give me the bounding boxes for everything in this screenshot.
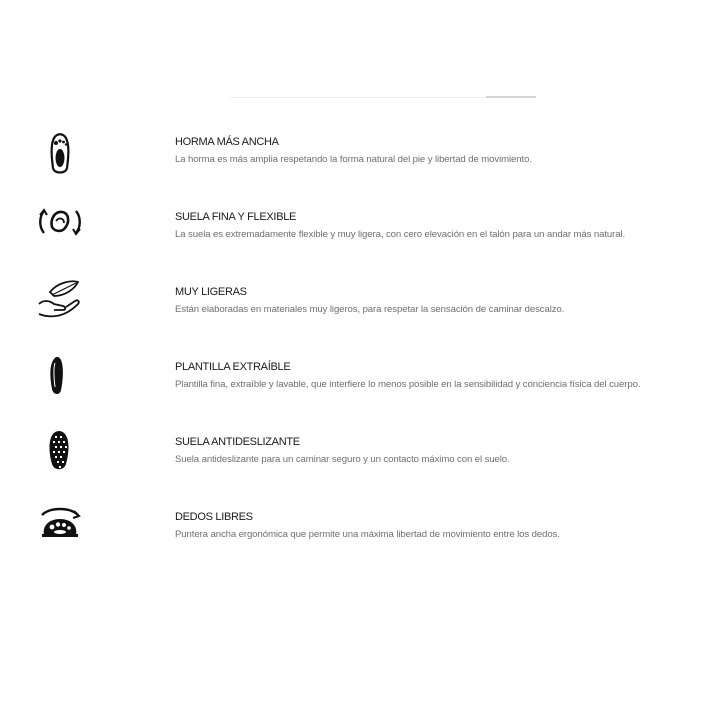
feature-title: SUELA FINA Y FLEXIBLE: [175, 211, 297, 223]
top-divider: [230, 97, 536, 98]
feature-item-non-slip: [0, 436, 720, 496]
feature-title: PLANTILLA EXTRAÍBLE: [175, 361, 291, 373]
feature-title: MUY LIGERAS: [175, 286, 247, 298]
feature-item-lightweight: [0, 286, 720, 346]
feather-hand-icon: [30, 274, 90, 334]
feature-description: Plantilla fina, extraíble y lavable, que interfiere lo menos posible en la sensibilidad y conciencia física del cuerpo.: [175, 379, 641, 390]
feature-description: Puntera ancha ergonómica que permite una máxima libertad de movimiento entre los dedos.: [175, 529, 560, 540]
divider-accent: [486, 96, 536, 98]
feature-item-removable-insole: [0, 361, 720, 421]
feature-description: La horma es más amplia respetando la forma natural del pie y libertad de movimiento.: [175, 154, 532, 165]
feature-title: SUELA ANTIDESLIZANTE: [175, 436, 300, 448]
feature-description: Están elaboradas en materiales muy ligeros, para respetar la sensación de caminar descalzo.: [175, 304, 565, 315]
feature-title: HORMA MÁS ANCHA: [175, 136, 279, 148]
feature-title: DEDOS LIBRES: [175, 511, 253, 523]
feature-description: Suela antideslizante para un caminar seguro y un contacto máximo con el suelo.: [175, 454, 510, 465]
feature-item-free-toes: [0, 511, 720, 571]
flexible-sole-icon: [30, 199, 90, 259]
feature-item-flexible-sole: [0, 211, 720, 271]
feature-description: La suela es extremadamente flexible y muy ligera, con cero elevación en el talón para un andar más natural.: [175, 229, 626, 240]
feature-item-wide-fit: [0, 136, 720, 196]
insole-icon: [30, 349, 90, 409]
wide-footprint-icon: [30, 124, 90, 184]
free-toes-icon: [30, 499, 90, 559]
non-slip-sole-icon: [30, 424, 90, 484]
